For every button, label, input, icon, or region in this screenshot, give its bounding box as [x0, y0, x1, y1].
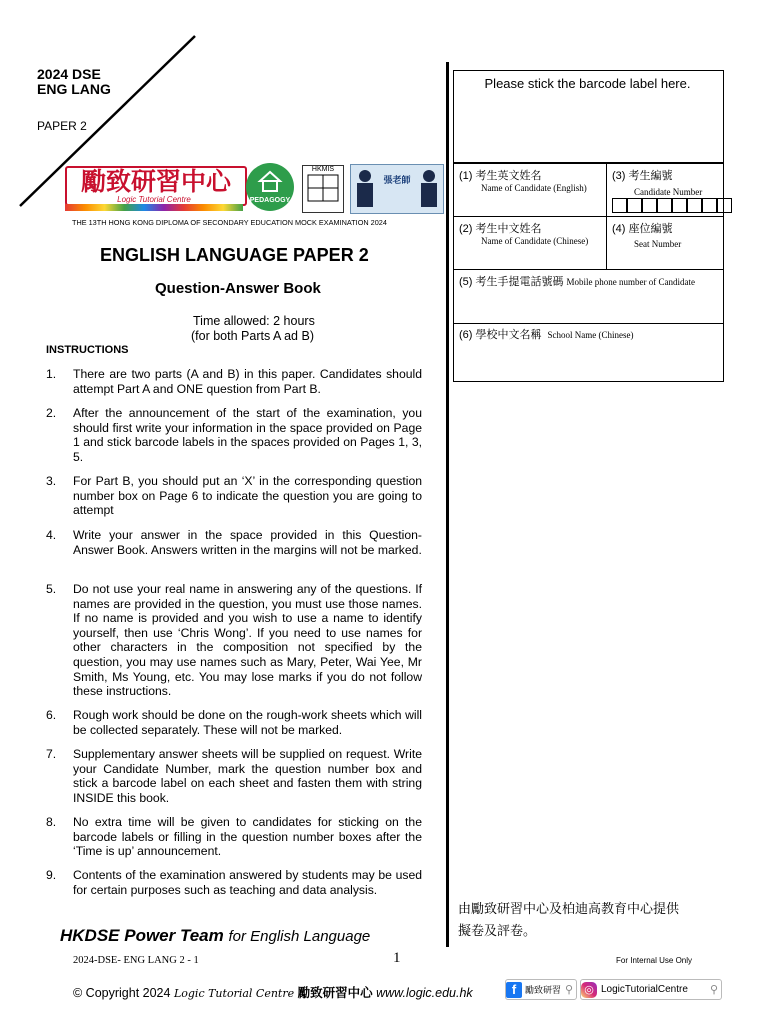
barcode-instruction: Please stick the barcode label here.: [484, 76, 691, 91]
pedagogy-logo-label: PEDAGOGY: [249, 197, 291, 204]
instruction-item: [46, 708, 422, 737]
paper-title: ENGLISH LANGUAGE PAPER 2: [100, 245, 369, 265]
school-crest-label: HKMIS: [311, 166, 335, 173]
logo-color-strip: [65, 204, 243, 211]
name-english-label: (1) 考生英文姓名: [459, 170, 542, 182]
instruction-text: No extra time will be given to candidates for sticking on the barcode labels or filling in the question number boxes after the ‘Time is up’ announcement.: [73, 815, 422, 859]
name-english-field[interactable]: [459, 167, 587, 193]
phone-field[interactable]: [459, 273, 695, 289]
name-english-sublabel: Name of Candidate (English): [481, 183, 587, 193]
instagram-label: LogicTutorialCentre: [601, 984, 688, 995]
instruction-text: Rough work should be done on the rough-work sheets which will be collected separately. These will not be marked.: [73, 708, 422, 737]
centre-english-name: Logic Tutorial Centre: [173, 987, 295, 1000]
candidate-info-grid: [453, 163, 724, 382]
page-code: 2024-DSE- ENG LANG 2 - 1: [73, 955, 199, 966]
school-sublabel: School Name (Chinese): [547, 330, 634, 340]
instruction-item: [46, 815, 422, 859]
digit-box[interactable]: [687, 198, 702, 213]
teacher-banner-label: 張老師: [383, 175, 411, 185]
time-note: (for both Parts A ad B): [191, 329, 314, 343]
instruction-text: Contents of the examination answered by students may be used for certain purposes such as teaching and data analysis.: [73, 868, 422, 897]
time-allowed: Time allowed: 2 hours: [193, 314, 315, 328]
instruction-item: [46, 868, 422, 897]
name-chinese-field[interactable]: [459, 220, 588, 246]
instruction-item: [46, 528, 422, 557]
instruction-item: [46, 406, 422, 464]
logic-centre-logo: 勵致研習中心: [65, 166, 247, 206]
school-label: (6) 學校中文名稱: [459, 329, 542, 341]
instruction-number: 9.: [46, 868, 57, 882]
digit-box[interactable]: [627, 198, 642, 213]
digit-box[interactable]: [702, 198, 717, 213]
instruction-number: 5.: [46, 582, 57, 596]
pedagogy-logo: [246, 163, 294, 211]
school-field[interactable]: [459, 326, 633, 342]
crest-icon: [304, 173, 342, 205]
candidate-number-sublabel: Candidate Number: [634, 187, 703, 197]
copyright-text: © Copyright 2024: [73, 986, 171, 1000]
seat-number-field[interactable]: [612, 220, 681, 249]
instruction-text: Supplementary answer sheets will be supplied on request. Write your Candidate Number, mark the question number box and stick a barcode label on each sheet and fasten them with string INSIDE this book.: [73, 747, 422, 805]
search-icon: ⚲: [564, 984, 573, 996]
provided-by-line-2: 擬卷及評卷。: [458, 923, 537, 938]
page-number: 1: [393, 950, 401, 966]
instruction-text: For Part B, you should put an ‘X’ in the corresponding question number box on Page 6 to indicate the question you are going to attempt: [73, 474, 422, 518]
instruction-item: [46, 582, 422, 699]
school-crest-logo: [302, 165, 344, 213]
instruction-number: 2.: [46, 406, 57, 420]
instruction-text: Write your answer in the space provided in this Question-Answer Book. Answers written in the margins will not be marked.: [73, 528, 422, 557]
instructions-heading: INSTRUCTIONS: [46, 344, 129, 356]
name-chinese-sublabel: Name of Candidate (Chinese): [481, 236, 589, 246]
instruction-number: 4.: [46, 528, 57, 542]
instruction-item: [46, 474, 422, 518]
internal-use-note: For Internal Use Only: [616, 956, 693, 965]
logic-centre-logo-subtitle: Logic Tutorial Centre: [117, 195, 191, 204]
copyright-line: [73, 983, 473, 1001]
digit-box[interactable]: [717, 198, 732, 213]
candidate-number-boxes[interactable]: [612, 198, 732, 213]
mock-exam-line: THE 13TH HONG KONG DIPLOMA OF SECONDARY EDUCATION MOCK EXAMINATION 2024: [72, 218, 387, 227]
instruction-text: There are two parts (A and B) in this paper. Candidates should attempt Part A and ONE question from Part B.: [73, 367, 422, 396]
provided-by-line-1: 由勵致研習中心及柏迪高教育中心提供: [458, 901, 680, 916]
teacher-banner-logo: [350, 164, 444, 214]
instruction-number: 8.: [46, 815, 57, 829]
header-year: 2024 DSE: [37, 66, 101, 82]
digit-box[interactable]: [642, 198, 657, 213]
name-chinese-label: (2) 考生中文姓名: [459, 223, 542, 235]
candidate-number-field[interactable]: [612, 167, 732, 213]
header-subject: ENG LANG: [37, 81, 111, 97]
phone-sublabel: Mobile phone number of Candidate: [566, 277, 695, 287]
instruction-number: 7.: [46, 747, 57, 761]
digit-box[interactable]: [657, 198, 672, 213]
phone-label: (5) 考生手提電話號碼: [459, 276, 564, 288]
instruction-text: After the announcement of the start of the examination, you should first write your information in the space provided on Page 1 and stick barcode labels in the spaces provided on Pages 1, 3, 5.: [73, 406, 422, 464]
header-title-block: [37, 67, 111, 97]
facebook-search-badge[interactable]: [505, 979, 577, 1000]
website-link[interactable]: www.logic.edu.hk: [376, 986, 473, 1000]
power-team-name: HKDSE Power Team: [60, 926, 224, 945]
header-paper: PAPER 2: [37, 119, 87, 133]
house-icon: [246, 163, 294, 195]
instruction-number: 6.: [46, 708, 57, 722]
candidate-number-label: (3) 考生編號: [612, 170, 673, 182]
instruction-item: [46, 747, 422, 805]
power-team-banner: [60, 926, 370, 946]
seat-number-sublabel: Seat Number: [634, 239, 682, 249]
search-icon: ⚲: [709, 984, 718, 996]
instruction-text: Do not use your real name in answering any of the questions. If names are provided in the question, you must use those names. If no name is provided and you wish to use a name to identify yourself, then use ‘Chris Wong’. If you need to use names for other characters in the composition not specified by the question, you may use names such as Mary, Peter, Wai Yee, Mr Smith, Ms Young, etc. You may lose marks if you do not follow these instructions.: [73, 582, 422, 699]
facebook-icon: f: [506, 982, 522, 998]
instagram-icon: ◎: [581, 982, 597, 998]
power-team-subject: for English Language: [228, 928, 371, 945]
instruction-item: [46, 367, 422, 396]
digit-box[interactable]: [672, 198, 687, 213]
person-icon: [355, 167, 375, 207]
facebook-label: 勵致研習: [525, 985, 562, 995]
paper-subtitle: Question-Answer Book: [155, 280, 321, 297]
instagram-search-badge[interactable]: [580, 979, 722, 1000]
vertical-divider: [446, 62, 449, 947]
digit-box[interactable]: [612, 198, 627, 213]
centre-chinese-name: 勵致研習中心: [297, 986, 373, 1000]
person-icon: [419, 167, 439, 207]
instruction-number: 3.: [46, 474, 57, 488]
instruction-number: 1.: [46, 367, 57, 381]
seat-number-label: (4) 座位編號: [612, 223, 673, 235]
